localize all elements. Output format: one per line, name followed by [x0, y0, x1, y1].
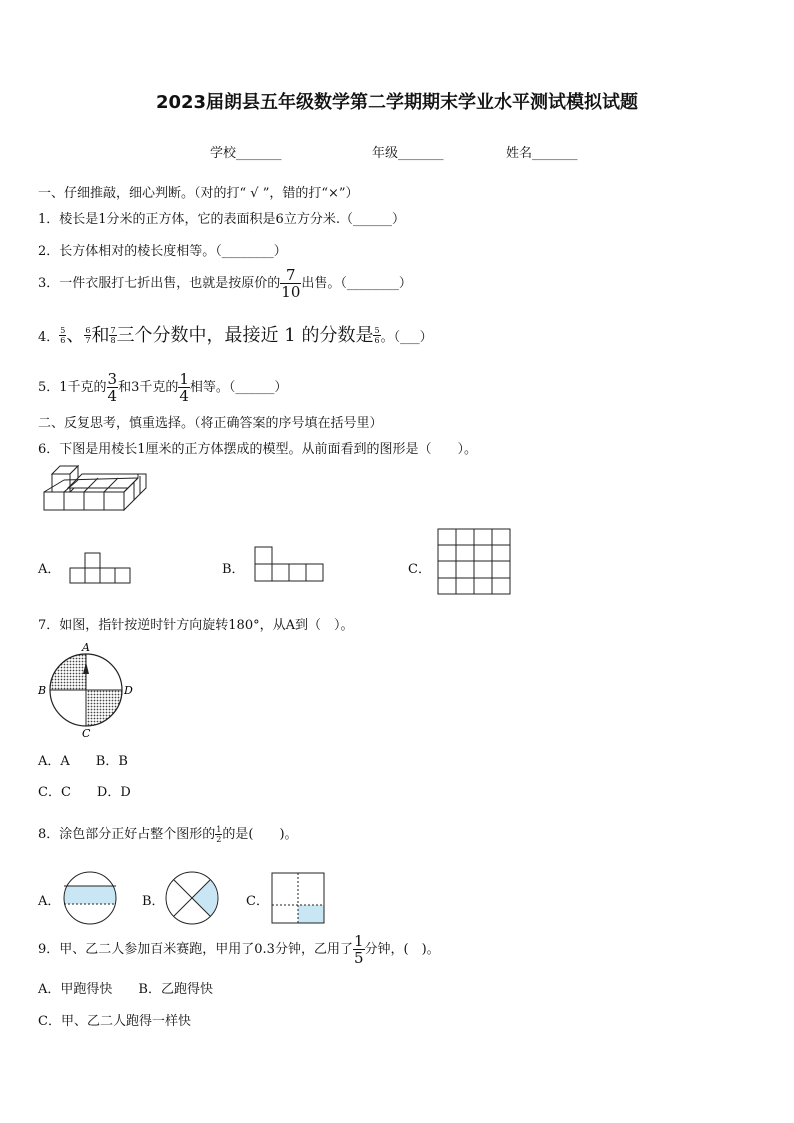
- question-9: 9．甲、乙二人参加百米赛跑，甲用了0.3分钟，乙用了 $\frac{1}{5}$ 分钟，( )。: [38, 931, 440, 967]
- q6-option-c-label: C．: [408, 562, 431, 577]
- cube-model-figure: [44, 466, 154, 516]
- clock-label-b: B: [38, 684, 47, 697]
- fraction-6-7: $\frac{6}{7}$: [85, 326, 91, 345]
- question-5: 5．1千克的 $\frac{3}{4}$ 和3千克的 $\frac{1}{4}$ 相等。（______）: [38, 369, 288, 405]
- fraction-1-5: $\frac{1}{5}$: [353, 931, 364, 967]
- q8-option-c-figure: [270, 871, 326, 925]
- question-4: 4． $\frac{5}{6}$ 、 $\frac{6}{7}$ 和 $\frac{7}{8}$ 三个分数中，最接近 1 的分数是 $\frac{5}{6}$ 。（___）: [38, 325, 433, 346]
- q9-options-1: A．甲跑得快 B．乙跑得快: [38, 982, 213, 997]
- q9-options-2: C．甲、乙二人跑得一样快: [38, 1014, 191, 1029]
- fraction-1-2: $\frac{1}{2}$: [216, 824, 222, 844]
- school-field: 学校_______: [210, 146, 282, 161]
- page-title: 2023届朗县五年级数学第二学期期末学业水平测试模拟试题: [155, 92, 639, 113]
- q6-option-b-figure: [254, 546, 328, 582]
- fraction-1-4: $\frac{1}{4}$: [179, 369, 189, 405]
- q8-option-b-figure: [164, 870, 220, 926]
- q6-option-a-figure: [68, 552, 132, 584]
- q6-option-a-label: A．: [38, 562, 61, 577]
- q7-clock-figure: [36, 642, 140, 738]
- q8-option-b-label: B．: [142, 894, 165, 909]
- clock-label-a: A: [82, 641, 90, 654]
- question-2: 2．长方体相对的棱长度相等。（________）: [38, 244, 287, 259]
- q8-option-c-label: C．: [246, 894, 269, 909]
- q7-options-2: C．C D．D: [38, 785, 131, 800]
- clock-label-c: C: [82, 727, 91, 740]
- question-3: 3．一件衣服打七折出售，也就是按原价的 $\frac{7}{10}$ 出售。（________）: [38, 265, 412, 301]
- question-7: 7．如图，指针按逆时针方向旋转180°，从A到（ ）。: [38, 618, 354, 633]
- section-1-heading: 一、仔细推敲，细心判断。（对的打“ √ ”，错的打“×”）: [38, 186, 359, 201]
- fraction-7-8: $\frac{7}{8}$: [110, 326, 116, 345]
- fraction-5-6-answer: $\frac{5}{6}$: [374, 326, 380, 345]
- q6-option-c-figure: [437, 528, 512, 596]
- fraction-7-10: $\frac{7}{10}$: [281, 265, 301, 301]
- q8-option-a-figure: [62, 870, 118, 926]
- name-field: 姓名_______: [506, 146, 578, 161]
- question-8: 8．涂色部分正好占整个图形的 $\frac{1}{2}$ 的是( )。: [38, 824, 298, 844]
- section-2-heading: 二、反复思考，慎重选择。（将正确答案的序号填在括号里）: [38, 416, 383, 431]
- fraction-3-4: $\frac{3}{4}$: [107, 369, 118, 405]
- clock-label-d: D: [124, 684, 133, 697]
- question-1: 1．棱长是1分米的正方体，它的表面积是6立方分米.（______）: [38, 212, 405, 227]
- fraction-5-6: $\frac{5}{6}$: [60, 326, 66, 345]
- q7-options-1: A．A B．B: [38, 754, 128, 769]
- grade-field: 年级_______: [372, 146, 444, 161]
- q6-option-b-label: B．: [222, 562, 245, 577]
- question-6: 6．下图是用棱长1厘米的正方体摆成的模型。从前面看到的图形是（ ）。: [38, 442, 478, 457]
- q8-option-a-label: A．: [38, 894, 61, 909]
